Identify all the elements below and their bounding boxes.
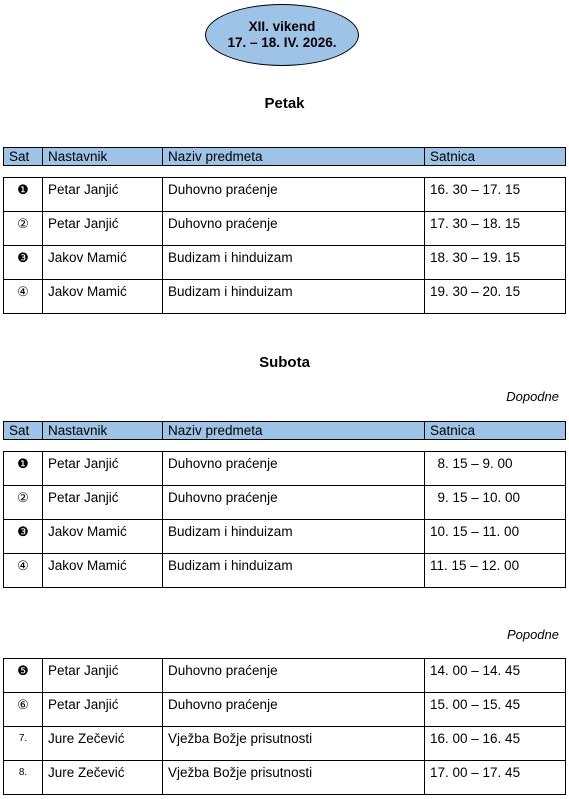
weekend-dates: 17. – 18. IV. 2026. <box>227 35 337 50</box>
column-header-predmet: Naziv predmeta <box>163 422 425 440</box>
row-number: ⑥ <box>4 693 43 727</box>
row-teacher: Petar Janjić <box>43 659 163 693</box>
row-teacher: Jure Zečević <box>43 727 163 761</box>
row-teacher: Petar Janjić <box>43 486 163 520</box>
petak-header-table <box>3 147 566 166</box>
table-row <box>4 659 566 693</box>
subota-popodne-table <box>3 658 566 795</box>
column-header-nastavnik: Nastavnik <box>43 422 163 440</box>
table-row <box>4 761 566 795</box>
row-number: ② <box>4 212 43 246</box>
subota-header-table <box>3 421 566 440</box>
row-number: 7. <box>4 727 43 761</box>
day-title-petak: Petak <box>264 95 305 112</box>
row-subject: Duhovno praćenje <box>163 486 425 520</box>
row-number: ❺ <box>4 659 43 693</box>
row-subject: Budizam i hinduizam <box>163 280 425 314</box>
table-row <box>4 246 566 280</box>
row-number: ④ <box>4 554 43 588</box>
row-time: 8. 15 – 9. 00 <box>425 452 566 486</box>
row-teacher: Jure Zečević <box>43 761 163 795</box>
row-time: 11. 15 – 12. 00 <box>425 554 566 588</box>
row-subject: Vježba Božje prisutnosti <box>163 727 425 761</box>
table-row <box>4 727 566 761</box>
row-teacher: Jakov Mamić <box>43 554 163 588</box>
row-number: ② <box>4 486 43 520</box>
column-header-sat: Sat <box>4 422 43 440</box>
row-time: 16. 00 – 16. 45 <box>425 727 566 761</box>
row-subject: Budizam i hinduizam <box>163 554 425 588</box>
row-subject: Budizam i hinduizam <box>163 246 425 280</box>
column-header-satnica: Satnica <box>425 148 566 166</box>
table-row <box>4 452 566 486</box>
column-header-nastavnik: Nastavnik <box>43 148 163 166</box>
weekend-title: XII. vikend <box>248 19 316 34</box>
table-row <box>4 178 566 212</box>
row-time: 17. 30 – 18. 15 <box>425 212 566 246</box>
row-teacher: Petar Janjić <box>43 212 163 246</box>
row-teacher: Jakov Mamić <box>43 520 163 554</box>
table-row <box>4 212 566 246</box>
subota-dopodne-table <box>3 451 566 588</box>
period-label-dopodne: Dopodne <box>506 389 559 404</box>
row-number: ④ <box>4 280 43 314</box>
row-time: 16. 30 – 17. 15 <box>425 178 566 212</box>
petak-schedule-table <box>3 177 566 314</box>
row-teacher: Petar Janjić <box>43 693 163 727</box>
row-number: ❶ <box>4 178 43 212</box>
table-row <box>4 280 566 314</box>
weekend-title-badge <box>205 4 359 66</box>
row-time: 15. 00 – 15. 45 <box>425 693 566 727</box>
row-number: ❸ <box>4 246 43 280</box>
row-time: 14. 00 – 14. 45 <box>425 659 566 693</box>
column-header-sat: Sat <box>4 148 43 166</box>
row-teacher: Jakov Mamić <box>43 280 163 314</box>
row-time: 18. 30 – 19. 15 <box>425 246 566 280</box>
column-header-satnica: Satnica <box>425 422 566 440</box>
row-time: 10. 15 – 11. 00 <box>425 520 566 554</box>
table-row <box>4 520 566 554</box>
row-number: ❸ <box>4 520 43 554</box>
period-label-popodne: Popodne <box>506 627 559 642</box>
row-number: ❶ <box>4 452 43 486</box>
row-teacher: Petar Janjić <box>43 178 163 212</box>
row-subject: Vježba Božje prisutnosti <box>163 761 425 795</box>
row-subject: Duhovno praćenje <box>163 693 425 727</box>
row-subject: Duhovno praćenje <box>163 659 425 693</box>
row-subject: Duhovno praćenje <box>163 452 425 486</box>
table-row <box>4 554 566 588</box>
row-time: 17. 00 – 17. 45 <box>425 761 566 795</box>
row-subject: Duhovno praćenje <box>163 212 425 246</box>
row-subject: Duhovno praćenje <box>163 178 425 212</box>
table-header-row <box>4 148 566 166</box>
row-teacher: Jakov Mamić <box>43 246 163 280</box>
row-time: 9. 15 – 10. 00 <box>425 486 566 520</box>
table-row <box>4 693 566 727</box>
row-teacher: Petar Janjić <box>43 452 163 486</box>
row-time: 19. 30 – 20. 15 <box>425 280 566 314</box>
row-number: 8. <box>4 761 43 795</box>
row-subject: Budizam i hinduizam <box>163 520 425 554</box>
table-row <box>4 486 566 520</box>
column-header-predmet: Naziv predmeta <box>163 148 425 166</box>
table-header-row <box>4 422 566 440</box>
day-title-subota: Subota <box>259 354 310 371</box>
